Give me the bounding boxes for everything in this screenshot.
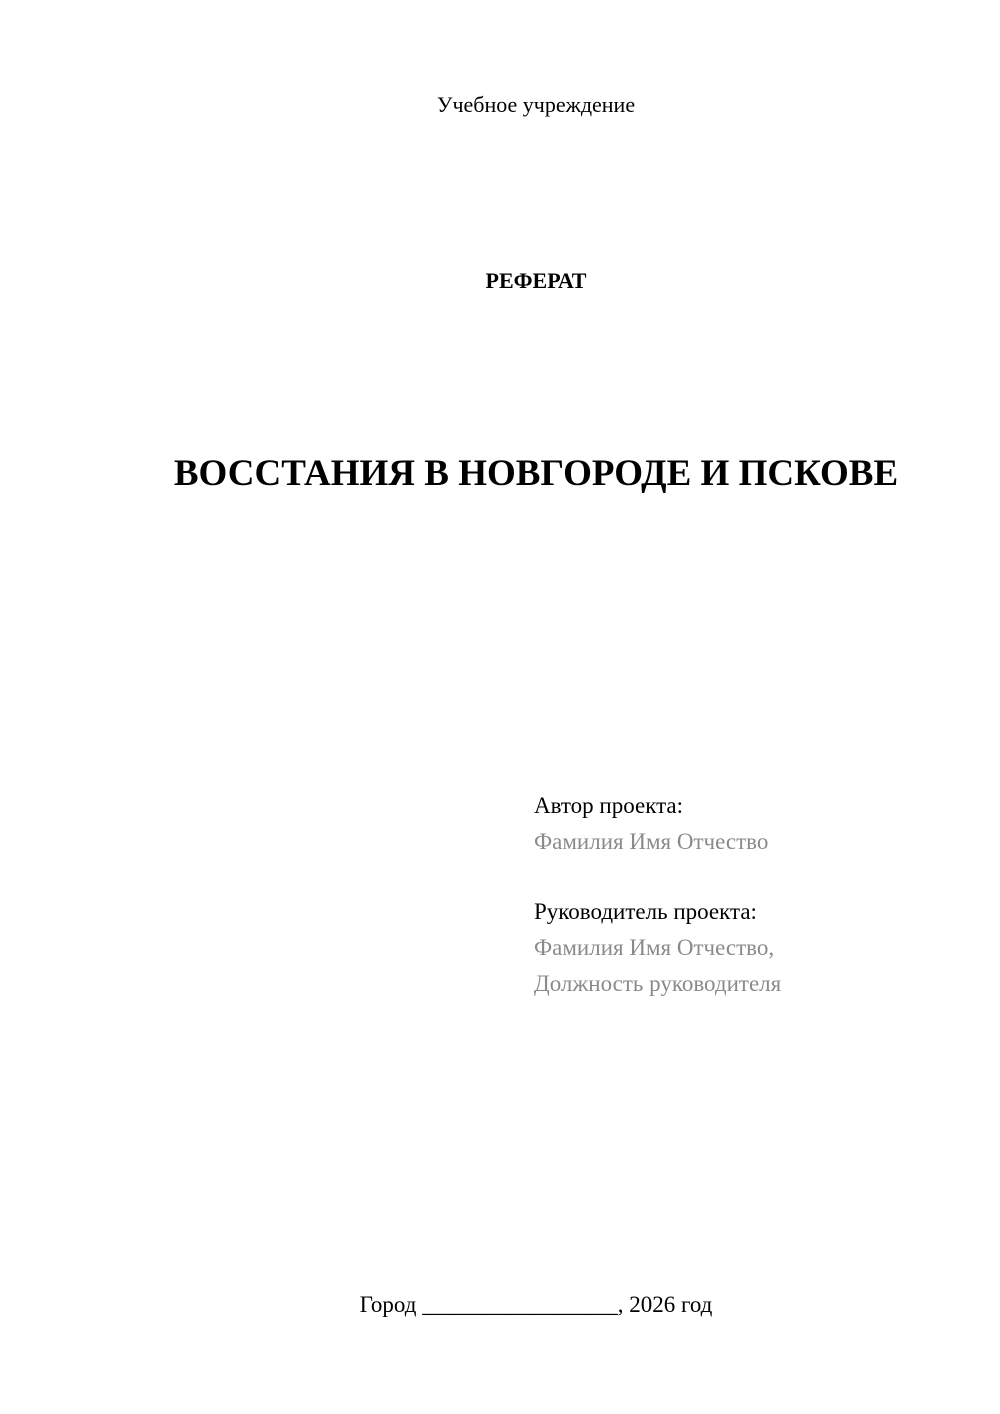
supervisor-position: Должность руководителя (534, 971, 782, 996)
document-title: ВОССТАНИЯ В НОВГОРОДЕ И ПСКОВЕ (173, 453, 899, 494)
signature-block (534, 788, 974, 1002)
supervisor-name: Фамилия Имя Отчество, (534, 935, 775, 960)
supervisor-label: Руководитель проекта: (534, 899, 757, 924)
institution-name: Учебное учреждение (436, 92, 636, 117)
author-name: Фамилия Имя Отчество (534, 829, 769, 854)
signature-spacer (534, 860, 974, 894)
document-type: РЕФЕРАТ (485, 268, 587, 293)
city-year-line: Город _________________, 2026 год (359, 1292, 713, 1317)
author-label: Автор проекта: (534, 793, 683, 818)
